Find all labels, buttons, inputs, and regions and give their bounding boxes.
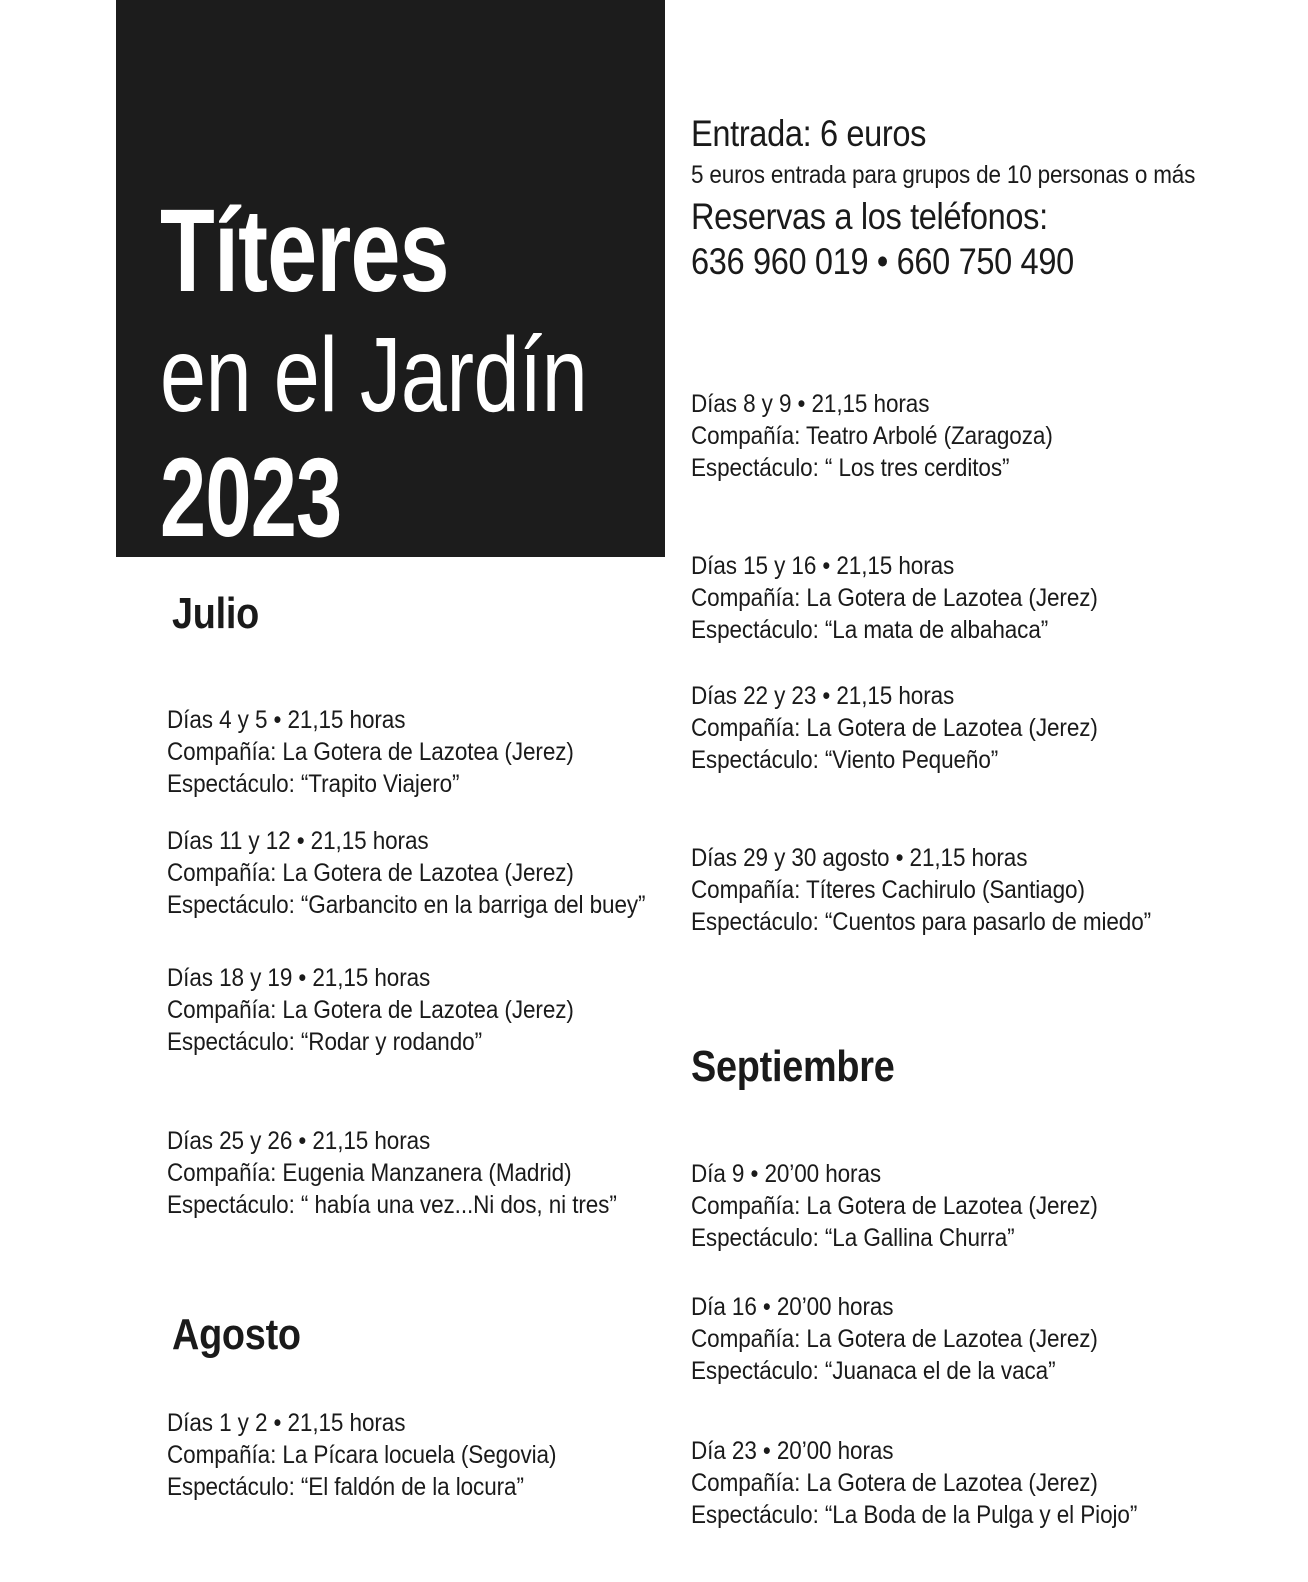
event-show: Espectáculo: “ Los tres cerditos” [691,454,1010,482]
event-item [691,550,1251,646]
event-show: Espectáculo: “Juanaca el de la vaca” [691,1357,1056,1385]
title-block [116,0,665,560]
event-dates: Día 16 • 20’00 horas [691,1293,894,1321]
event-dates: Días 18 y 19 • 21,15 horas [167,964,431,992]
event-dates: Días 1 y 2 • 21,15 horas [167,1409,406,1437]
event-show: Espectáculo: “Trapito Viajero” [167,770,460,798]
event-dates: Días 22 y 23 • 21,15 horas [691,682,955,710]
event-dates: Días 25 y 26 • 21,15 horas [167,1127,431,1155]
event-company: Compañía: Teatro Arbolé (Zaragoza) [691,422,1053,450]
event-company: Compañía: La Gotera de Lazotea (Jerez) [691,1325,1098,1353]
event-company: Compañía: La Gotera de Lazotea (Jerez) [691,584,1098,612]
event-item [167,1125,727,1221]
event-item [691,842,1251,938]
event-dates: Día 23 • 20’00 horas [691,1437,894,1465]
event-dates: Día 9 • 20’00 horas [691,1160,882,1188]
event-item [691,1435,1251,1531]
event-show: Espectáculo: “La Boda de la Pulga y el Piojo” [691,1501,1138,1529]
poster-title-subtitle: en el Jardín [160,316,588,434]
event-item [691,680,1251,776]
event-item [691,1291,1251,1387]
event-show: Espectáculo: “La Gallina Churra” [691,1224,1015,1252]
month-heading-agosto: Agosto [172,1310,301,1359]
event-company: Compañía: La Gotera de Lazotea (Jerez) [167,996,574,1024]
event-company: Compañía: La Gotera de Lazotea (Jerez) [167,859,574,887]
event-show: Espectáculo: “Viento Pequeño” [691,746,999,774]
event-show: Espectáculo: “El faldón de la locura” [167,1473,524,1501]
event-show: Espectáculo: “ había una vez...Ni dos, ni tres” [167,1191,617,1219]
event-show: Espectáculo: “Garbancito en la barriga del buey” [167,891,646,919]
month-heading-septiembre: Septiembre [691,1042,895,1091]
event-company: Compañía: La Gotera de Lazotea (Jerez) [691,1469,1098,1497]
reservation-phone-numbers: 636 960 019 • 660 750 490 [691,241,1074,282]
event-item [691,1158,1251,1254]
ticket-group-price: 5 euros entrada para grupos de 10 personas o más [691,161,1196,189]
poster-title-main: Títeres [160,185,449,317]
reservations-heading: Reservas a los teléfonos: [691,196,1048,237]
ticket-price-heading: Entrada: 6 euros [691,113,927,154]
event-company: Compañía: La Gotera de Lazotea (Jerez) [691,1192,1098,1220]
poster-title-year: 2023 [160,435,342,560]
event-dates: Días 29 y 30 agosto • 21,15 horas [691,844,1028,872]
event-show: Espectáculo: “Rodar y rodando” [167,1028,482,1056]
event-item [167,704,727,800]
event-item [167,1407,727,1503]
event-item [167,825,727,921]
event-dates: Días 15 y 16 • 21,15 horas [691,552,955,580]
event-item [691,388,1251,484]
event-company: Compañía: La Gotera de Lazotea (Jerez) [167,738,574,766]
event-dates: Días 4 y 5 • 21,15 horas [167,706,406,734]
event-company: Compañía: Títeres Cachirulo (Santiago) [691,876,1085,904]
event-company: Compañía: Eugenia Manzanera (Madrid) [167,1159,572,1187]
event-company: Compañía: La Pícara locuela (Segovia) [167,1441,557,1469]
event-show: Espectáculo: “La mata de albahaca” [691,616,1049,644]
event-dates: Días 8 y 9 • 21,15 horas [691,390,930,418]
month-heading-julio: Julio [172,589,260,638]
event-show: Espectáculo: “Cuentos para pasarlo de miedo” [691,908,1152,936]
event-item [167,962,727,1058]
event-company: Compañía: La Gotera de Lazotea (Jerez) [691,714,1098,742]
event-dates: Días 11 y 12 • 21,15 horas [167,827,429,855]
